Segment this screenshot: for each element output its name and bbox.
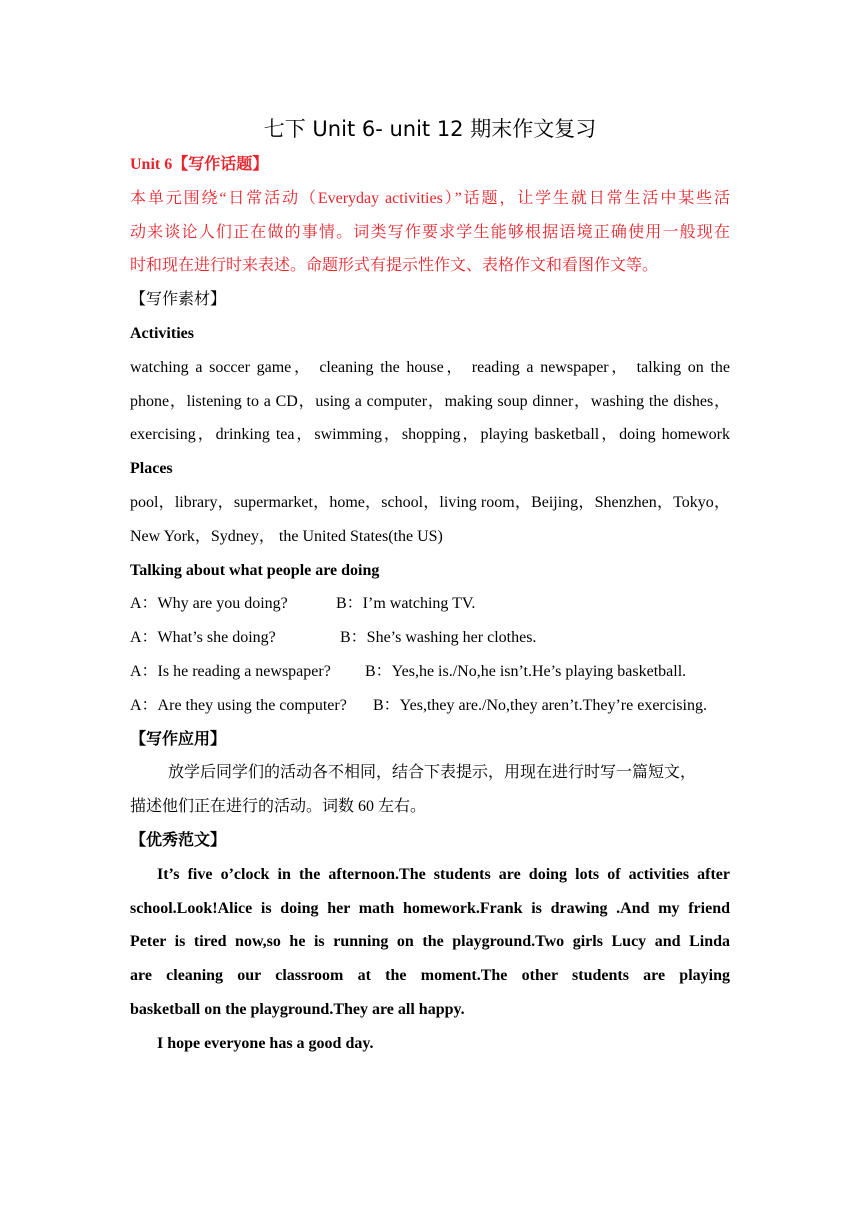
- dialogue-question: A：What’s she doing?: [130, 629, 276, 647]
- activities-heading: Activities: [130, 324, 194, 342]
- materials-heading: 【写作素材】: [130, 291, 227, 309]
- dialogue-answer: B：Yes,they are./No,they aren’t.They’re exercising.: [373, 696, 707, 714]
- talking-heading: Talking about what people are doing: [130, 561, 380, 579]
- activities-line: exercising，drinking tea，swimming，shopping，playing basketball，doing homework: [130, 426, 730, 444]
- application-heading: 【写作应用】: [130, 730, 227, 748]
- topic-line: 本单元围绕“日常活动（Everyday activities）”话题，让学生就日常生活中某些活: [130, 189, 730, 207]
- sample-line: I hope everyone has a good day.: [157, 1034, 374, 1052]
- topic-line: 动来谈论人们正在做的事情。词类写作要求学生能够根据语境正确使用一般现在: [130, 223, 730, 241]
- dialogue-question: A：Is he reading a newspaper?: [130, 662, 331, 680]
- page-title: 七下 Unit 6- unit 12 期末作文复习: [263, 117, 597, 141]
- application-line: 放学后同学们的活动各不相同，结合下表提示，用现在进行时写一篇短文，: [168, 764, 697, 782]
- dialogue-answer: B：She’s washing her clothes.: [340, 629, 537, 647]
- dialogue-question: A：Are they using the computer?: [130, 696, 347, 714]
- dialogue-question: A：Why are you doing?: [130, 595, 288, 613]
- sample-line: It’s five o’clock in the afternoon.The students are doing lots of activities after: [157, 865, 730, 883]
- places-line: pool，library，supermarket，home，school，living room，Beijing，Shenzhen，Tokyo，: [130, 493, 730, 511]
- sample-line: Peter is tired now,so he is running on the playground.Two girls Lucy and Linda: [130, 933, 730, 951]
- sample-line: school.Look!Alice is doing her math homework.Frank is drawing .And my friend: [130, 899, 730, 917]
- sample-heading: 【优秀范文】: [130, 831, 227, 849]
- dialogue-line: [130, 587, 730, 621]
- dialogue-answer: B：I’m watching TV.: [336, 595, 476, 613]
- unit-heading: Unit 6【写作话题】: [130, 156, 269, 173]
- sample-line: basketball on the playground.They are all happy.: [130, 1000, 465, 1018]
- application-line: 描述他们正在进行的活动。词数 60 左右。: [130, 798, 427, 816]
- places-heading: Places: [130, 460, 173, 478]
- dialogue-line: [130, 621, 730, 655]
- dialogue-line: [130, 655, 730, 689]
- dialogue-line: [130, 689, 730, 723]
- topic-line: 时和现在进行时来表述。命题形式有提示性作文、表格作文和看图作文等。: [130, 257, 659, 275]
- places-line: New York，Sydney， the United States(the US): [130, 527, 443, 545]
- document-page: [130, 112, 730, 1061]
- sample-line: are cleaning our classroom at the moment.The other students are playing: [130, 967, 730, 985]
- activities-line: phone，listening to a CD，using a computer，making soup dinner，washing the dishes，: [130, 392, 730, 410]
- dialogue-answer: B：Yes,he is./No,he isn’t.He’s playing basketball.: [365, 662, 687, 680]
- activities-line: watching a soccer game， cleaning the house， reading a newspaper， talking on the: [130, 358, 730, 376]
